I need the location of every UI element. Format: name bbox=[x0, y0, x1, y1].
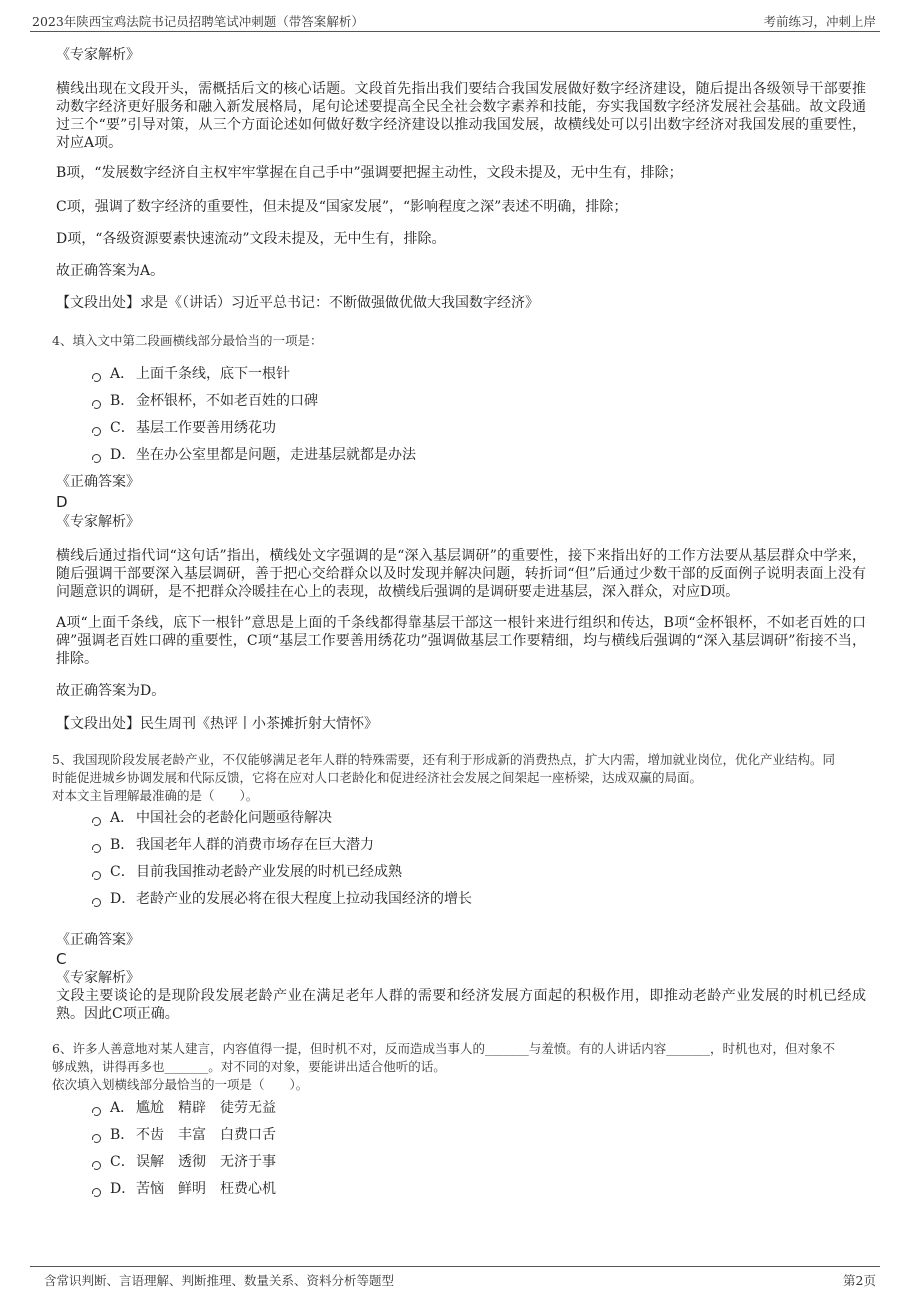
analysis-option-c: C项，强调了数字经济的重要性，但未提及“国家发展”，“影响程度之深”表述不明确，排除； bbox=[56, 199, 628, 215]
radio-icon[interactable] bbox=[92, 844, 101, 853]
option-c[interactable] bbox=[92, 862, 402, 882]
radio-icon[interactable] bbox=[92, 400, 101, 409]
radio-icon[interactable] bbox=[92, 454, 101, 463]
option-letter: A． bbox=[110, 366, 135, 382]
header-divider bbox=[30, 31, 880, 32]
option-d[interactable] bbox=[92, 889, 472, 909]
option-b[interactable] bbox=[92, 391, 318, 411]
question-prompt: 依次填入划横线部分最恰当的一项是（ ）。 bbox=[52, 1077, 309, 1092]
answer-conclusion: 故正确答案为D。 bbox=[56, 683, 166, 699]
correct-answer: D bbox=[56, 493, 68, 511]
option-letter: D． bbox=[110, 447, 136, 463]
source-citation: 【文段出处】民生周刊《热评丨小茶摊折射大情怀》 bbox=[56, 716, 378, 732]
radio-icon[interactable] bbox=[92, 871, 101, 880]
question-stem: 5、我国现阶段发展老龄产业，不仅能够满足老年人群的特殊需要，还有利于形成新的消费热点，扩大内需，增加就业岗位，优化产业结构。同 bbox=[52, 752, 835, 767]
analysis-paragraph: 横线出现在文段开头，需概括后文的核心话题。文段首先指出我们要结合我国发展做好数字经济建设，随后提出各级领导干部要推动数字经济更好服务和融入新发展格局，尾句论述要提高全民全社会数字素养和技能，夯实我国数字经济发展社会基础。故文段通过三个“要”引导对策，从三个方面论述如何做好数字经济建设以推动我国发展，故横线处可以引出数字经济对我国发展的重要性，对应A项。 bbox=[56, 81, 866, 151]
option-letter: A． bbox=[110, 810, 135, 826]
option-text: 坐在办公室里都是问题，走进基层就都是办法 bbox=[136, 447, 416, 463]
option-text: 目前我国推动老龄产业发展的时机已经成熟 bbox=[136, 864, 402, 880]
radio-icon[interactable] bbox=[92, 817, 101, 826]
option-a[interactable] bbox=[92, 808, 332, 828]
radio-icon[interactable] bbox=[92, 373, 101, 382]
correct-answer-label: 《正确答案》 bbox=[56, 474, 140, 490]
option-text: 我国老年人群的消费市场存在巨大潜力 bbox=[136, 837, 374, 853]
correct-answer-label: 《正确答案》 bbox=[56, 932, 140, 948]
option-letter: D． bbox=[110, 1181, 136, 1197]
option-c[interactable] bbox=[92, 418, 276, 438]
option-b[interactable] bbox=[92, 835, 374, 855]
option-text: 误解 透彻 无济于事 bbox=[136, 1154, 276, 1170]
expert-analysis-label: 《专家解析》 bbox=[56, 47, 140, 63]
option-d[interactable] bbox=[92, 1179, 276, 1199]
question-stem: 6、许多人善意地对某人建言，内容值得一提，但时机不对，反而造成当事人的_______与羞愤。有的人讲话内容_______，时机也对，但对象不 bbox=[52, 1041, 835, 1056]
option-a[interactable] bbox=[92, 1098, 276, 1118]
radio-icon[interactable] bbox=[92, 1161, 101, 1170]
option-text: 基层工作要善用绣花功 bbox=[136, 420, 276, 436]
option-a[interactable] bbox=[92, 364, 290, 384]
option-letter: B． bbox=[110, 837, 135, 853]
option-letter: B． bbox=[110, 393, 135, 409]
option-text: 老龄产业的发展必将在很大程度上拉动我国经济的增长 bbox=[136, 891, 472, 907]
analysis-paragraph: 横线后通过指代词“这句话”指出，横线处文字强调的是“深入基层调研”的重要性，接下来指出好的工作方法要从基层群众中学来，随后强调干部要深入基层调研，善于把心交给群众以及时发现并解决问题，转折词“但”后通过少数干部的反面例子说明表面上没有问题意识的调研，是不把群众冷暖挂在心上的表现，故横线后强调的是调研要走进基层，深入群众，对应D项。 bbox=[56, 548, 866, 600]
option-text: 不齿 丰富 白费口舌 bbox=[136, 1127, 276, 1143]
option-letter: D． bbox=[110, 891, 136, 907]
question-stem: 时能促进城乡协调发展和代际反馈，它将在应对人口老龄化和促进经济社会发展之间架起一座桥梁，达成双赢的局面。 bbox=[52, 770, 703, 785]
option-letter: C． bbox=[110, 864, 135, 880]
option-d[interactable] bbox=[92, 445, 416, 465]
option-letter: B． bbox=[110, 1127, 135, 1143]
correct-answer: C bbox=[56, 950, 67, 968]
analysis-paragraph: 文段主要谈论的是现阶段发展老龄产业在满足老年人群的需要和经济发展方面起的积极作用，即推动老龄产业发展的时机已经成熟。因此C项正确。 bbox=[56, 988, 866, 1022]
option-letter: C． bbox=[110, 420, 135, 436]
option-text: 上面千条线，底下一根针 bbox=[136, 366, 290, 382]
footer-divider bbox=[30, 1266, 880, 1267]
radio-icon[interactable] bbox=[92, 1107, 101, 1116]
option-text: 尴尬 精辟 徒劳无益 bbox=[136, 1100, 276, 1116]
radio-icon[interactable] bbox=[92, 1134, 101, 1143]
radio-icon[interactable] bbox=[92, 898, 101, 907]
analysis-paragraph: A项“上面千条线，底下一根针”意思是上面的千条线都得靠基层干部这一根针来进行组织和传达，B项“金杯银杯，不如老百姓的口碑”强调老百姓口碑的重要性，C项“基层工作要善用绣花功”强调做基层工作要精细，均与横线后强调的“深入基层调研”衔接不当，排除。 bbox=[56, 615, 866, 667]
analysis-option-b: B项，“发展数字经济自主权牢牢掌握在自己手中”强调要把握主动性，文段未提及，无中生有，排除； bbox=[56, 165, 683, 181]
option-text: 金杯银杯，不如老百姓的口碑 bbox=[136, 393, 318, 409]
option-text: 苦恼 鲜明 枉费心机 bbox=[136, 1181, 276, 1197]
answer-conclusion: 故正确答案为A。 bbox=[56, 263, 165, 279]
question-stem: 够成熟，讲得再多也_______。对不同的对象，要能讲出适合他听的话。 bbox=[52, 1059, 446, 1074]
radio-icon[interactable] bbox=[92, 427, 101, 436]
question-prompt: 对本文主旨理解最准确的是（ ）。 bbox=[52, 788, 259, 803]
radio-icon[interactable] bbox=[92, 1188, 101, 1197]
option-text: 中国社会的老龄化问题亟待解决 bbox=[136, 810, 332, 826]
analysis-option-d: D项，“各级资源要素快速流动”文段未提及，无中生有，排除。 bbox=[56, 231, 446, 247]
source-citation: 【文段出处】求是《（讲话）习近平总书记：不断做强做优做大我国数字经济》 bbox=[56, 295, 539, 311]
option-c[interactable] bbox=[92, 1152, 276, 1172]
header-slogan: 考前练习，冲刺上岸 bbox=[763, 14, 876, 29]
option-letter: C． bbox=[110, 1154, 135, 1170]
document-title: 2023年陕西宝鸡法院书记员招聘笔试冲刺题（带答案解析） bbox=[32, 14, 364, 29]
footer-topics: 含常识判断、言语理解、判断推理、数量关系、资料分析等题型 bbox=[44, 1273, 395, 1288]
question-stem: 4、填入文中第二段画横线部分最恰当的一项是： bbox=[52, 333, 323, 348]
page-number: 第2页 bbox=[843, 1273, 876, 1288]
expert-analysis-label: 《专家解析》 bbox=[56, 514, 140, 530]
option-letter: A． bbox=[110, 1100, 135, 1116]
option-b[interactable] bbox=[92, 1125, 276, 1145]
expert-analysis-label: 《专家解析》 bbox=[56, 970, 140, 986]
